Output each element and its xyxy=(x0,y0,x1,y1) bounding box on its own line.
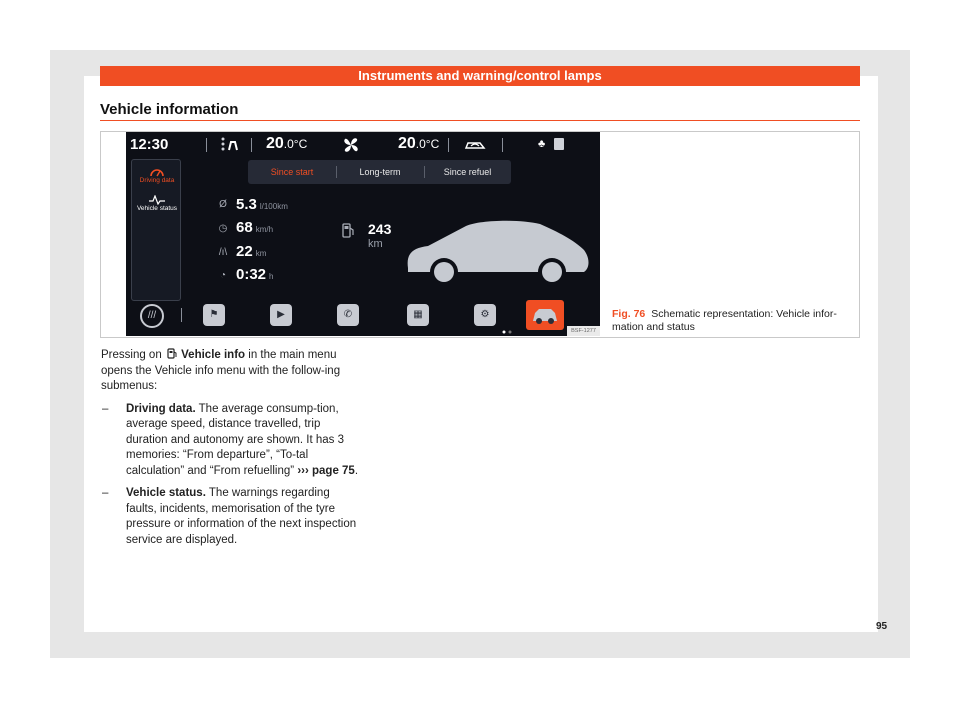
list-item-text: The warnings regarding faults, incidents, memorisation of the tyre pressure or information of the next inspection service are displayed. xyxy=(126,487,357,546)
intro-text: Pressing on xyxy=(101,349,162,361)
list-item-text: The average consump-tion, average speed, distance travelled, trip duration and autonomy are shown. It has 3 memories: “From departure”, “To-tal calculation” and “From refuelling” xyxy=(126,402,345,477)
phone-icon: ✆ xyxy=(343,309,353,320)
screen-clock: 12:30 xyxy=(130,136,169,153)
dock-apps-button[interactable] xyxy=(407,304,429,326)
intro-text-continued: in the main menu opens the Vehicle info menu with the follow-ing submenus: xyxy=(101,349,341,392)
car-icon xyxy=(526,300,564,330)
vehicle-info-icon xyxy=(167,348,177,359)
average-speed-icon: ◷ xyxy=(218,223,228,234)
car-silhouette-icon xyxy=(402,214,592,286)
temperature-left[interactable]: 20.0°C xyxy=(266,135,308,152)
side-menu-vehicle-status[interactable]: Vehicle status xyxy=(136,205,178,212)
vehicle-info-side-menu xyxy=(131,159,181,301)
list-item-term: Driving data. xyxy=(126,402,196,415)
menu-icon[interactable] xyxy=(554,138,564,150)
body-text xyxy=(101,348,363,548)
section-divider xyxy=(100,120,860,121)
chapter-header: Instruments and warning/control lamps xyxy=(100,66,860,86)
side-menu-driving-data[interactable]: Driving data xyxy=(139,177,175,184)
list-dash: – xyxy=(102,487,109,499)
tab-long-term[interactable]: Long-term xyxy=(359,167,401,177)
top-bar-divider xyxy=(251,138,252,152)
list-item xyxy=(101,402,363,480)
section-title: Vehicle information xyxy=(100,101,239,118)
page-dots-icon xyxy=(502,321,516,325)
pulse-icon xyxy=(149,192,165,202)
range-unit: km xyxy=(368,238,383,250)
dock-phone-button[interactable] xyxy=(337,304,359,326)
play-icon: ▶ xyxy=(277,309,285,320)
seat-airflow-icon[interactable] xyxy=(218,136,240,152)
gauge-icon xyxy=(150,164,164,174)
tab-since-start[interactable]: Since start xyxy=(270,167,314,177)
menu-button[interactable]: /// xyxy=(140,304,164,328)
infotainment-screen xyxy=(126,132,600,336)
fuel-pump-icon xyxy=(342,222,354,238)
keyboard-icon: ▦ xyxy=(413,309,423,320)
page-cross-reference-link[interactable]: ››› page 75 xyxy=(297,464,355,477)
list-dash: – xyxy=(102,402,109,415)
gear-icon: ⚙ xyxy=(480,309,490,320)
fan-icon[interactable] xyxy=(342,136,360,154)
distance-value: 22 km xyxy=(236,243,267,260)
figure-number: Fig. 76 xyxy=(612,308,646,320)
flag-icon: ⚑ xyxy=(209,309,219,320)
car-air-recirculation-icon[interactable] xyxy=(464,138,486,150)
list-item xyxy=(101,486,363,548)
figure-caption xyxy=(612,308,852,333)
range-value: 243 xyxy=(368,221,392,237)
average-speed-value: 68 km/h xyxy=(236,219,274,236)
list-item-term: Vehicle status. xyxy=(126,487,206,499)
tab-since-refuel[interactable]: Since refuel xyxy=(443,167,492,177)
top-bar-divider xyxy=(502,138,503,152)
average-consumption-value: 5.3 l/100km xyxy=(236,196,288,213)
dock-car-button[interactable] xyxy=(526,300,564,330)
average-consumption-icon: Ø xyxy=(219,199,227,210)
top-bar-divider xyxy=(206,138,207,152)
page-number: 95 xyxy=(876,621,888,632)
vehicle-info-term: Vehicle info xyxy=(181,349,246,361)
connectivity-icon[interactable]: ♣ xyxy=(538,138,546,150)
distance-icon: /ı\ xyxy=(218,247,228,258)
trip-duration-icon: ◔ xyxy=(219,270,227,281)
trip-duration-value: 0:32 h xyxy=(236,266,274,283)
temperature-right[interactable]: 20.0°C xyxy=(398,135,440,152)
top-bar-divider xyxy=(448,138,449,152)
time-range-tabs xyxy=(248,160,511,184)
dock-media-button[interactable] xyxy=(270,304,292,326)
dock-settings-button[interactable] xyxy=(474,304,496,326)
image-reference-code: BSF-1277 xyxy=(567,326,600,336)
intro-paragraph xyxy=(101,348,363,395)
dock-divider xyxy=(181,308,182,322)
list-item-tail: . xyxy=(354,464,359,477)
figure-caption-text: Schematic representation: Vehicle infor-mation and status xyxy=(612,308,837,333)
dock-navigation-button[interactable] xyxy=(203,304,225,326)
